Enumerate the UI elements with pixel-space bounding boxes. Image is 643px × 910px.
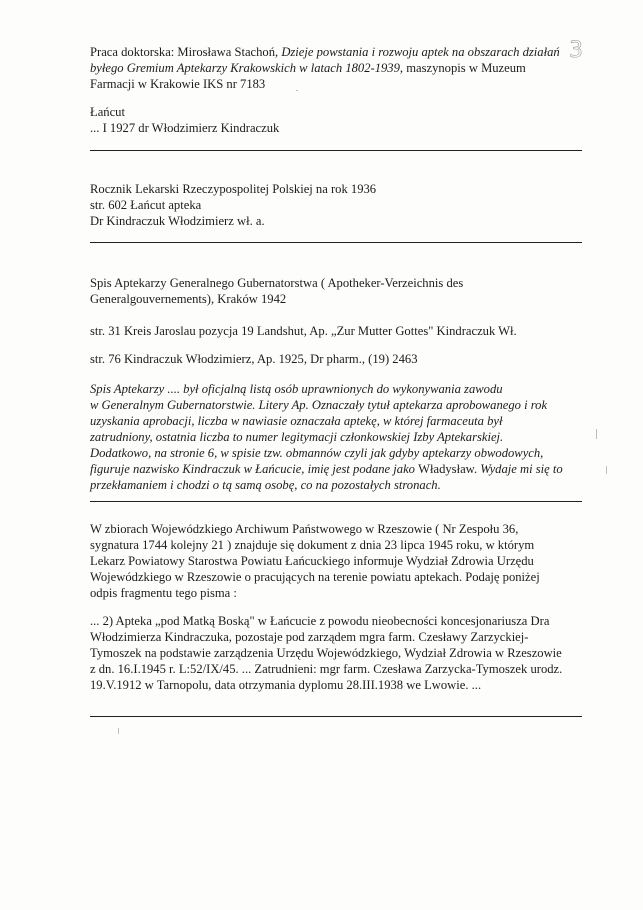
text-line — [90, 275, 590, 291]
text-line — [90, 553, 590, 569]
italic-text: Wydaje mi się to — [480, 462, 563, 476]
italic-text: byłego Gremium Aptekarzy Krakowskich w latach 1802-1939, — [90, 61, 404, 75]
scan-speck — [606, 466, 607, 474]
text-segment: ... I 1927 dr Włodzimierz Kindraczuk — [90, 121, 280, 135]
author-commentary — [90, 381, 590, 493]
text-line — [90, 461, 590, 477]
text-segment: Rocznik Lekarski Rzeczypospolitej Polskiej na rok 1936 — [90, 182, 377, 196]
text-line — [90, 381, 590, 397]
text-line — [90, 413, 590, 429]
spis-entry-page-76 — [90, 351, 590, 367]
archive-rzeszow-intro — [90, 521, 590, 601]
text-line — [90, 477, 590, 493]
text-line — [90, 323, 590, 339]
italic-text: Dodatkowo, na stronie 6, w spisie tzw. obmannów czyli jak gdyby aptekarzy obwodowych, — [90, 446, 544, 460]
italic-text: zatrudniony, ostatnia liczba to numer legitymacji członkowskiej Izby Aptekarskiej. — [90, 430, 504, 444]
lancut-entry-1927 — [90, 104, 590, 136]
text-segment: str. 31 Kreis Jaroslau pozycja 19 Landshut, Ap. „Zur Mutter Gottes" Kindraczuk Wł. — [90, 324, 517, 338]
text-segment: Lekarz Powiatowy Starostwa Powiatu Łańcuckiego informuje Wydział Zdrowia Urzędu — [90, 554, 534, 568]
text-segment: ... 2) Apteka „pod Matką Boską" w Łańcucie z powodu nieobecności koncesjonariusza Dra — [90, 614, 550, 628]
text-segment: sygnatura 1744 kolejny 21 ) znajduje się dokument z dnia 23 lipca 1945 roku, w którym — [90, 538, 535, 552]
source-spis-aptekarzy-1942 — [90, 275, 590, 307]
text-segment: Spis Aptekarzy Generalnego Gubernatorstwa ( Apotheker-Verzeichnis des — [90, 276, 464, 290]
text-segment: 19.V.1912 w Tarnopolu, data otrzymania dyplomu 28.III.1938 we Lwowie. ... — [90, 678, 482, 692]
text-line — [90, 291, 590, 307]
text-line — [90, 645, 590, 661]
text-segment: Dr Kindraczuk Włodzimierz wł. a. — [90, 214, 265, 228]
scan-speck — [118, 728, 119, 734]
section-divider — [90, 150, 582, 151]
text-line — [90, 76, 590, 92]
text-segment: odpis fragmentu tego pisma : — [90, 586, 237, 600]
text-line — [90, 213, 590, 229]
text-line — [90, 44, 590, 60]
italic-text: figuruje nazwisko Kindraczuk w Łańcucie, imię jest podane jako — [90, 462, 419, 476]
text-line — [90, 537, 590, 553]
text-segment: W zbiorach Wojewódzkiego Archiwum Państwowego w Rzeszowie ( Nr Zespołu 36, — [90, 522, 519, 536]
italic-text: Dzieje powstania i rozwoju aptek na obszarach działań — [281, 45, 560, 59]
text-line — [90, 677, 590, 693]
section-divider — [90, 501, 582, 502]
section-divider — [90, 242, 582, 243]
text-line — [90, 613, 590, 629]
text-line — [90, 629, 590, 645]
text-line — [90, 104, 590, 120]
text-segment: str. 76 Kindraczuk Włodzimierz, Ap. 1925, Dr pharm., (19) 2463 — [90, 352, 418, 366]
text-segment: Tymoszek na podstawie zarządzenia Urzędu Wojewódzkiego, Wydział Zdrowia w Rzeszowie — [90, 646, 562, 660]
text-line — [90, 429, 590, 445]
text-line — [90, 351, 590, 367]
text-segment: Władysław. — [418, 462, 481, 476]
source-rocznik-lekarski-1936 — [90, 181, 590, 229]
scan-speck — [596, 429, 597, 439]
text-line — [90, 521, 590, 537]
text-line — [90, 120, 590, 136]
italic-text: Spis Aptekarzy .... był oficjalną listą osób uprawnionych do wykonywania zawodu — [90, 382, 503, 396]
text-segment: Łańcut — [90, 105, 125, 119]
source-doctoral-thesis — [90, 44, 590, 92]
text-segment: z dn. 16.I.1945 r. L:52/IX/45. ... Zatrudnieni: mgr farm. Czesława Zarzycka-Tymoszek urodz. — [90, 662, 563, 676]
text-line — [90, 60, 590, 76]
section-divider — [90, 716, 582, 717]
italic-text: uzyskania aprobacji, liczba w nawiasie oznaczała aptekę, w której farmaceuta był — [90, 414, 503, 428]
text-line — [90, 197, 590, 213]
text-segment: str. 602 Łańcut apteka — [90, 198, 202, 212]
text-segment: Praca doktorska: Mirosława Stachoń, — [90, 45, 282, 59]
text-line — [90, 181, 590, 197]
spis-entry-page-31 — [90, 323, 590, 339]
text-line — [90, 445, 590, 461]
text-segment: Farmacji w Krakowie IKS nr 7183 — [90, 77, 266, 91]
scan-speck — [296, 90, 298, 91]
text-line — [90, 661, 590, 677]
handwritten-page-number: 3 — [569, 38, 583, 63]
text-line — [90, 569, 590, 585]
text-segment: maszynopis w Muzeum — [403, 61, 526, 75]
text-segment: Wojewódzkiego w Rzeszowie o pracujących na terenie powiatu aptekach. Podaję poniżej — [90, 570, 540, 584]
text-segment: Włodzimierza Kindraczuka, pozostaje pod zarządem mgra farm. Czesławy Zarzyckiej- — [90, 630, 529, 644]
italic-text: w Generalnym Gubernatorstwie. Litery Ap. Oznaczały tytuł aptekarza aprobowanego i rok — [90, 398, 548, 412]
text-line — [90, 397, 590, 413]
text-segment: Generalgouvernements), Kraków 1942 — [90, 292, 287, 306]
archive-document-excerpt — [90, 613, 590, 693]
text-line — [90, 585, 590, 601]
italic-text: przekłamaniem i chodzi o tą samą osobę, co na pozostałych stronach. — [90, 478, 441, 492]
